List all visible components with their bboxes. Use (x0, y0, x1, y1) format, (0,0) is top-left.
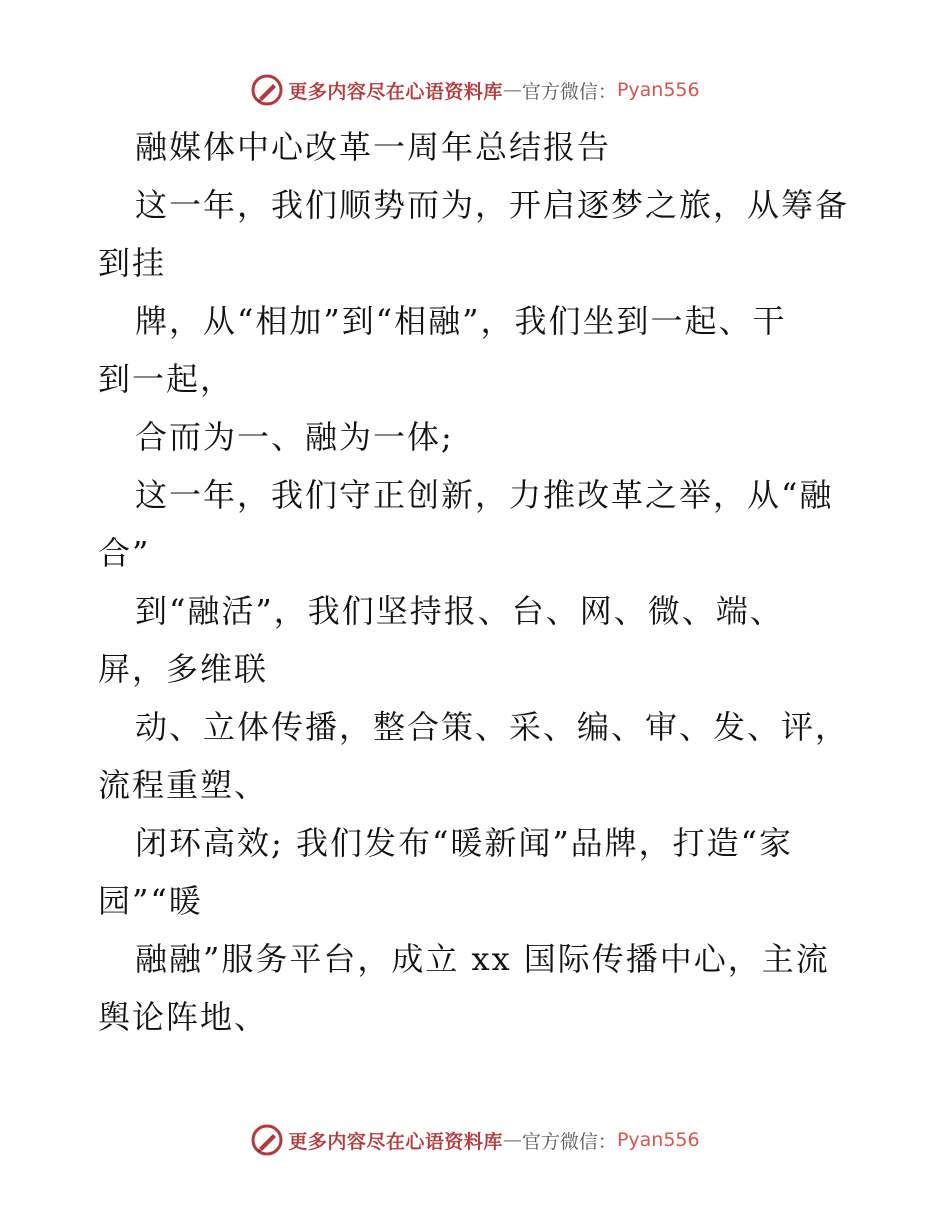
wechat-id: Pyan556 (616, 79, 700, 101)
text-line: 这一年，我们守正创新，力推改革之举，从“融 (135, 476, 834, 514)
text-line: 合而为一、融为一体; (135, 418, 454, 456)
text-line: 合” (98, 534, 151, 572)
text-line: 流程重塑、 (98, 766, 269, 804)
text-line: 融媒体中心改革一周年总结报告 (135, 128, 612, 166)
text-line: 到挂 (98, 244, 167, 282)
banner-dash: — (502, 79, 522, 101)
text-line: 到一起， (98, 360, 235, 398)
pen-nib-logo-icon (250, 1123, 284, 1157)
footer-banner (0, 1120, 950, 1160)
text-line: 屏，多维联 (98, 650, 269, 688)
text-line: 到“融活”，我们坚持报、台、网、微、端、 (135, 592, 784, 630)
pen-nib-logo-icon (250, 73, 284, 107)
wechat-label: 官方微信： (521, 80, 617, 103)
wechat-id: Pyan556 (616, 1129, 700, 1151)
text-line: 动、立体传播，整合策、采、编、审、发、评， (135, 708, 850, 746)
text-line: 这一年，我们顺势而为，开启逐梦之旅，从筹备 (135, 186, 850, 224)
wechat-label: 官方微信： (521, 1130, 617, 1153)
text-line: 牌，从“相加”到“相融”，我们坐到一起、干 (135, 302, 787, 340)
text-line: 园”“暖 (98, 882, 203, 920)
banner-dash: — (502, 1129, 522, 1151)
header-banner (0, 70, 950, 110)
text-line: 舆论阵地、 (98, 998, 269, 1036)
brand-text: 更多内容尽在心语资料库 (288, 1130, 503, 1153)
document-body (98, 118, 858, 1046)
text-line: 闭环高效; 我们发布“暖新闻”品牌，打造“家 (135, 824, 794, 862)
brand-text: 更多内容尽在心语资料库 (288, 80, 503, 103)
text-line: 融融”服务平台，成立 xx 国际传播中心，主流 (135, 940, 830, 978)
